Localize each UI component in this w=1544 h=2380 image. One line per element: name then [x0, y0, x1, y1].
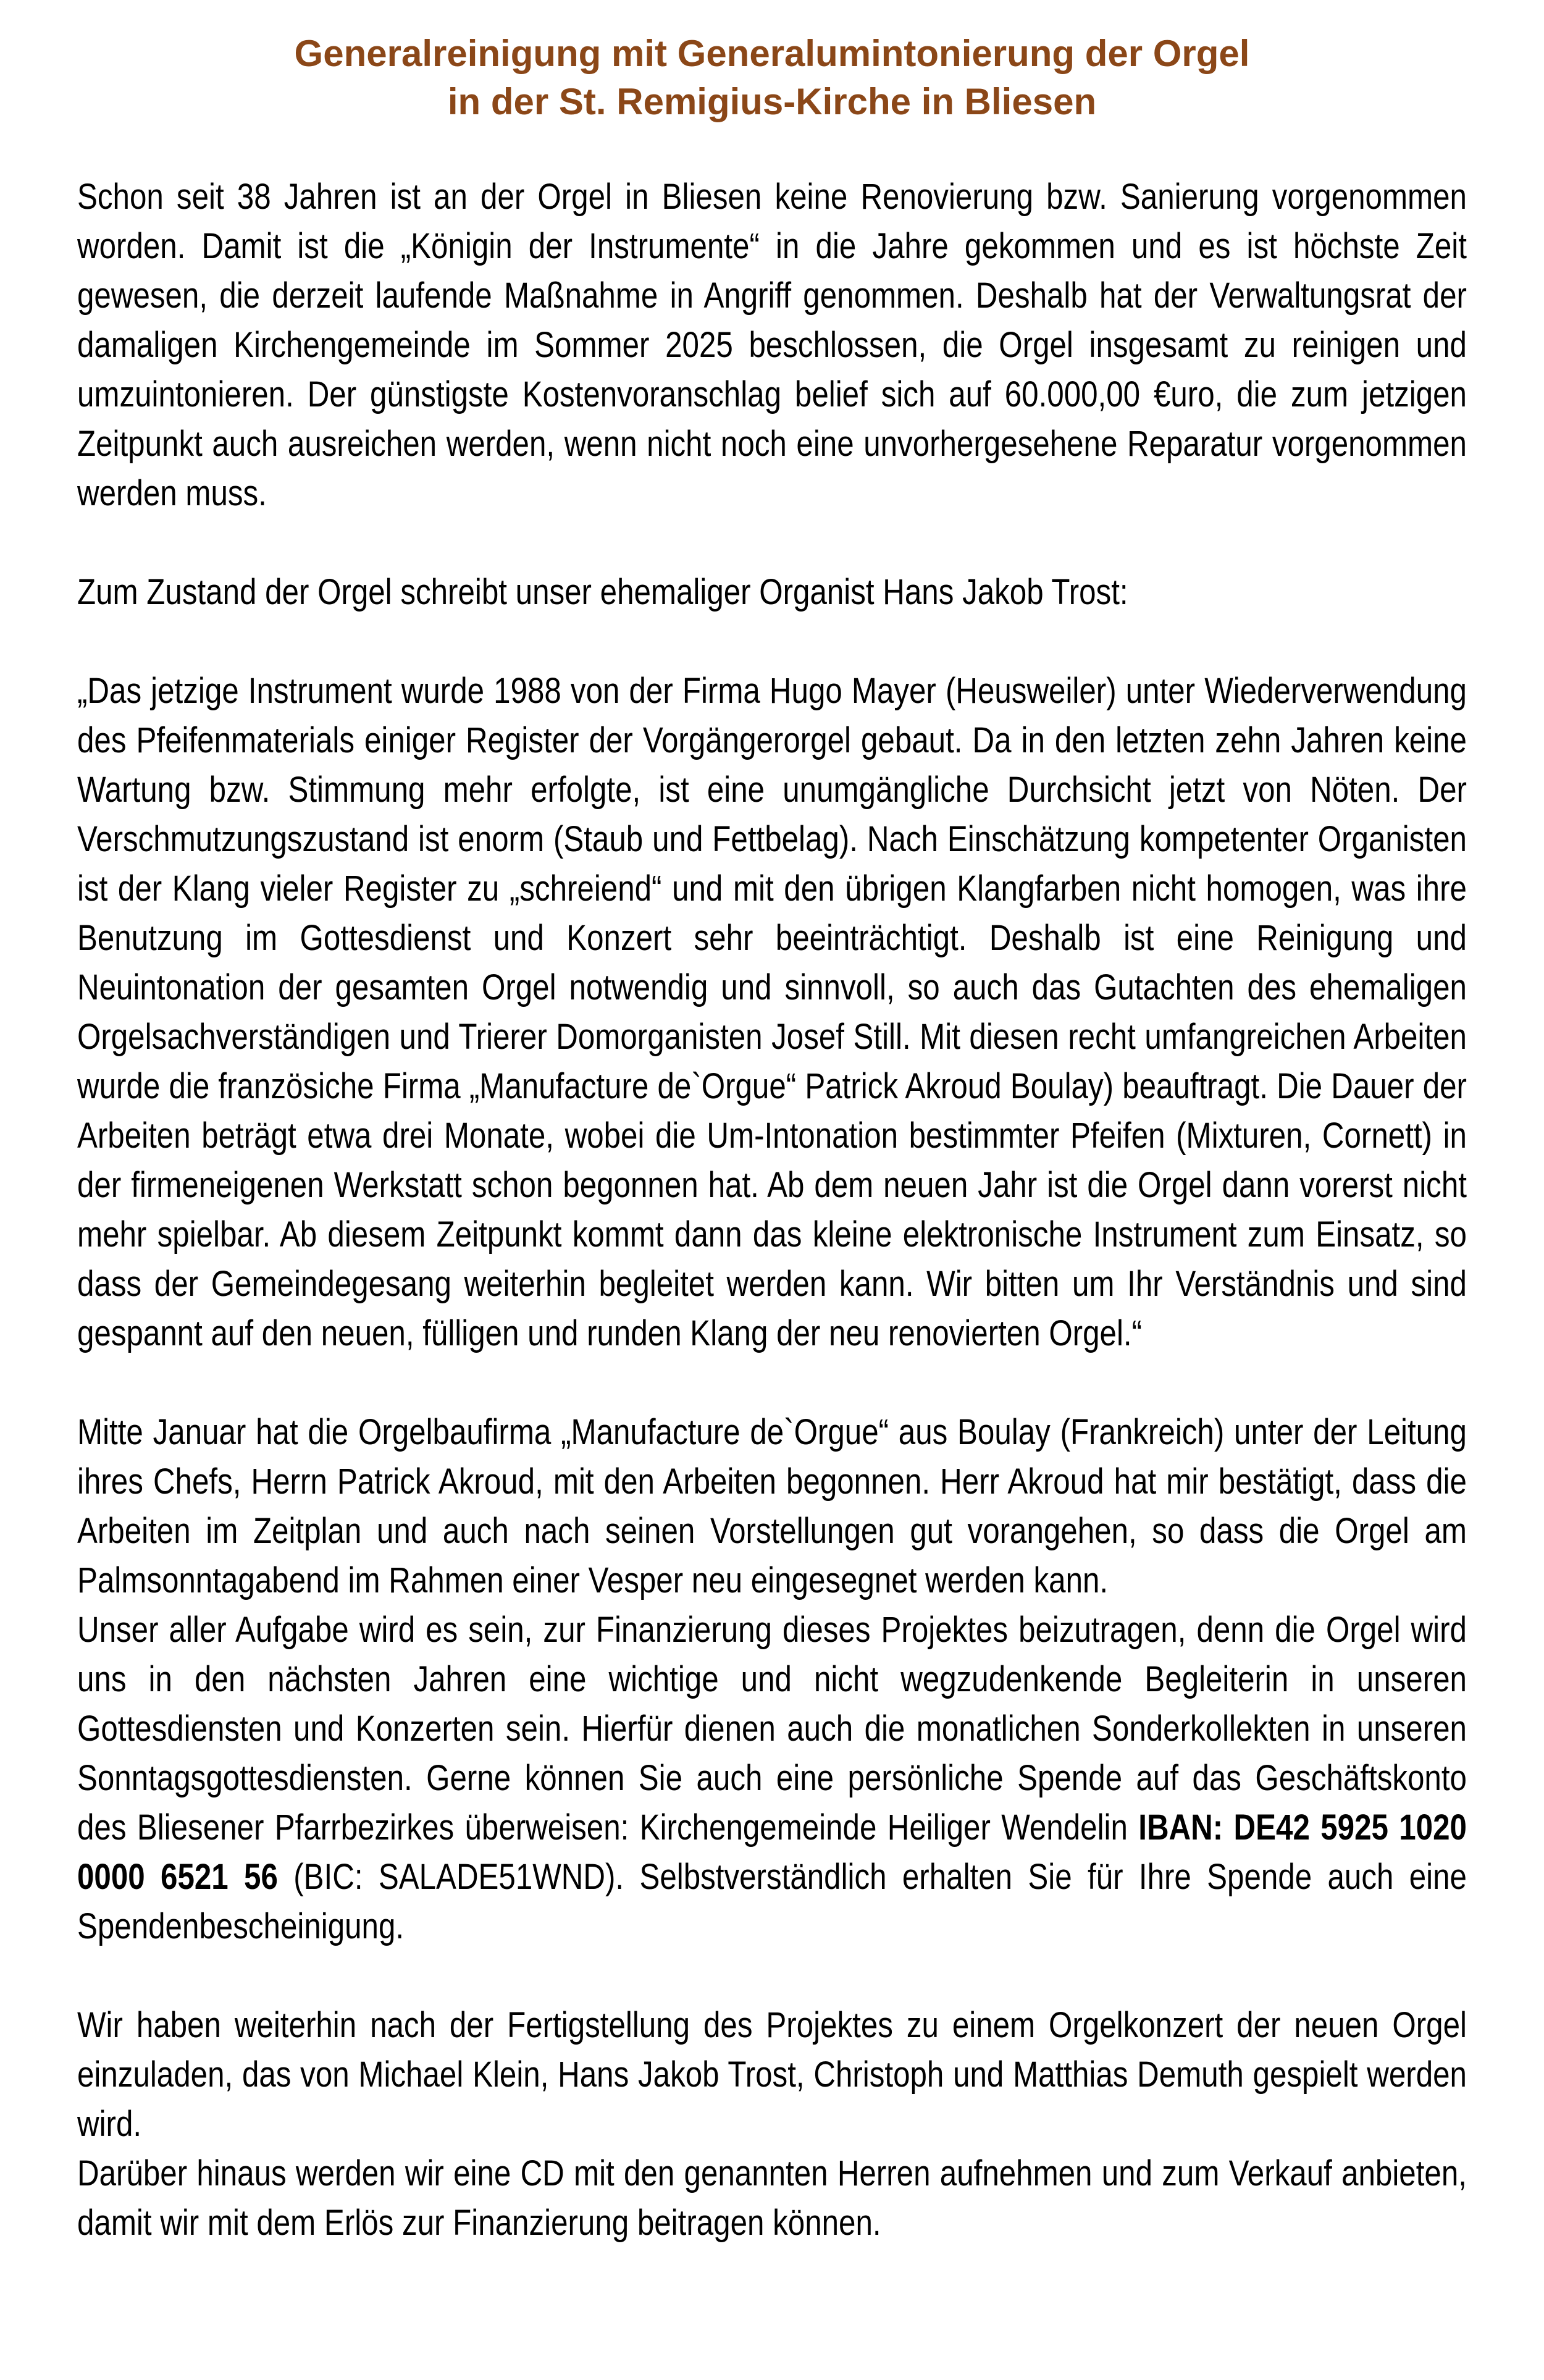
paragraph-cd: Darüber hinaus werden wir eine CD mit den genannten Herren aufnehmen und zum Verkauf anbieten, damit wir mit dem Erlös zur Finanzierung beitragen können. [77, 2153, 1467, 2243]
paragraph-group-zustand [77, 568, 1467, 617]
paragraph-intro: Schon seit 38 Jahren ist an der Orgel in Bliesen keine Renovierung bzw. Sanierung vorgenommen worden. Damit ist die „Königin der Instrumente“ in die Jahre gekommen und es ist höchste Zeit gewesen, die derzeit laufende Maßnahme in Angriff genommen. Deshalb hat der Verwaltungsrat der damaligen Kirchengemeinde im Sommer 2025 beschlossen, die Orgel insgesamt zu reinigen und umzuintonieren. Der günstigste Kostenvoranschlag belief sich auf 60.000,00 €uro, die zum jetzigen Zeitpunkt auch ausreichen werden, wenn nicht noch eine unvorhergesehene Reparatur vorgenommen werden muss. [77, 177, 1467, 513]
donation-text-after-iban: (BIC: SALADE51WND). Selbstverständlich erhalten Sie für Ihre Spende auch eine Spendenbescheinigung. [77, 1857, 1467, 1946]
iban-number: IBAN: DE42 5925 1020 0000 6521 56 [77, 1807, 1467, 1897]
paragraph-group-arbeiten-finanzierung [77, 1408, 1467, 1951]
paragraph-group-konzert-cd [77, 2001, 1467, 2248]
paragraph-trost-quote: „Das jetzige Instrument wurde 1988 von der Firma Hugo Mayer (Heusweiler) unter Wiederverwendung des Pfeifenmaterials einiger Register der Vorgängerorgel gebaut. Da in den letzten zehn Jahren keine Wartung bzw. Stimmung mehr erfolgte, ist eine unumgängliche Durchsicht jetzt von Nöten. Der Verschmutzungszustand ist enorm (Staub und Fettbelag). Nach Einschätzung kompetenter Organisten ist der Klang vieler Register zu „schreiend“ und mit den übrigen Klangfarben nicht homogen, was ihre Benutzung im Gottesdienst und Konzert sehr beeinträchtigt. Deshalb ist eine Reinigung und Neuintonation der gesamten Orgel notwendig und sinnvoll, so auch das Gutachten des ehemaligen Orgelsachverständigen und Trierer Domorganisten Josef Still. Mit diesen recht umfangreichen Arbeiten wurde die französiche Firma „Manufacture de`Orgue“ Patrick Akroud Boulay) beauftragt. Die Dauer der Arbeiten beträgt etwa drei Monate, wobei die Um-Intonation bestimmter Pfeifen (Mixturen, Cornett) in der firmeneigenen Werkstatt schon begonnen hat. Ab dem neuen Jahr ist die Orgel dann vorerst nicht mehr spielbar. Ab diesem Zeitpunkt kommt dann das kleine elektronische Instrument zum Einsatz, so dass der Gemeindegesang weiterhin begleitet werden kann. Wir bitten um Ihr Verständnis und sind gespannt auf den neuen, fülligen und runden Klang der neu renovierten Orgel.“ [77, 671, 1467, 1353]
page-title-line-2: in der St. Remigius-Kirche in Bliesen [447, 81, 1097, 122]
paragraph-donation [77, 1605, 1467, 1951]
page-title-line-1: Generalreinigung mit Generalumintonierung der Orgel [294, 33, 1250, 74]
paragraph-zustand-intro: Zum Zustand der Orgel schreibt unser ehemaliger Organist Hans Jakob Trost: [77, 572, 1128, 612]
paragraph-mitte-januar: Mitte Januar hat die Orgelbaufirma „Manufacture de`Orgue“ aus Boulay (Frankreich) unter der Leitung ihres Chefs, Herrn Patrick Akroud, mit den Arbeiten begonnen. Herr Akroud hat mir bestätigt, dass die Arbeiten im Zeitplan und auch nach seinen Vorstellungen gut vorangehen, so dass die Orgel am Palmsonntagabend im Rahmen einer Vesper neu eingesegnet werden kann. [77, 1412, 1467, 1600]
donation-text-before-iban: Unser aller Aufgabe wird es sein, zur Finanzierung dieses Projektes beizutragen, denn die Orgel wird uns in den nächsten Jahren eine wichtige und nicht wegzudenkende Begleiterin in unseren Gottesdiensten und Konzerten sein. Hierfür dienen auch die monatlichen Sonderkollekten in unseren Sonntagsgottesdiensten. Gerne können Sie auch eine persönliche Spende auf das Geschäftskonto des Bliesener Pfarrbezirkes überweisen: Kirchengemeinde Heiliger Wendelin [77, 1610, 1467, 1848]
paragraph-group-quote [77, 666, 1467, 1358]
page-title [77, 30, 1467, 126]
paragraph-konzert: Wir haben weiterhin nach der Fertigstellung des Projektes zu einem Orgelkonzert der neuen Orgel einzuladen, das von Michael Klein, Hans Jakob Trost, Christoph und Matthias Demuth gespielt werden wird. [77, 2005, 1467, 2144]
paragraph-group-intro [77, 172, 1467, 518]
document-body [77, 172, 1467, 2248]
